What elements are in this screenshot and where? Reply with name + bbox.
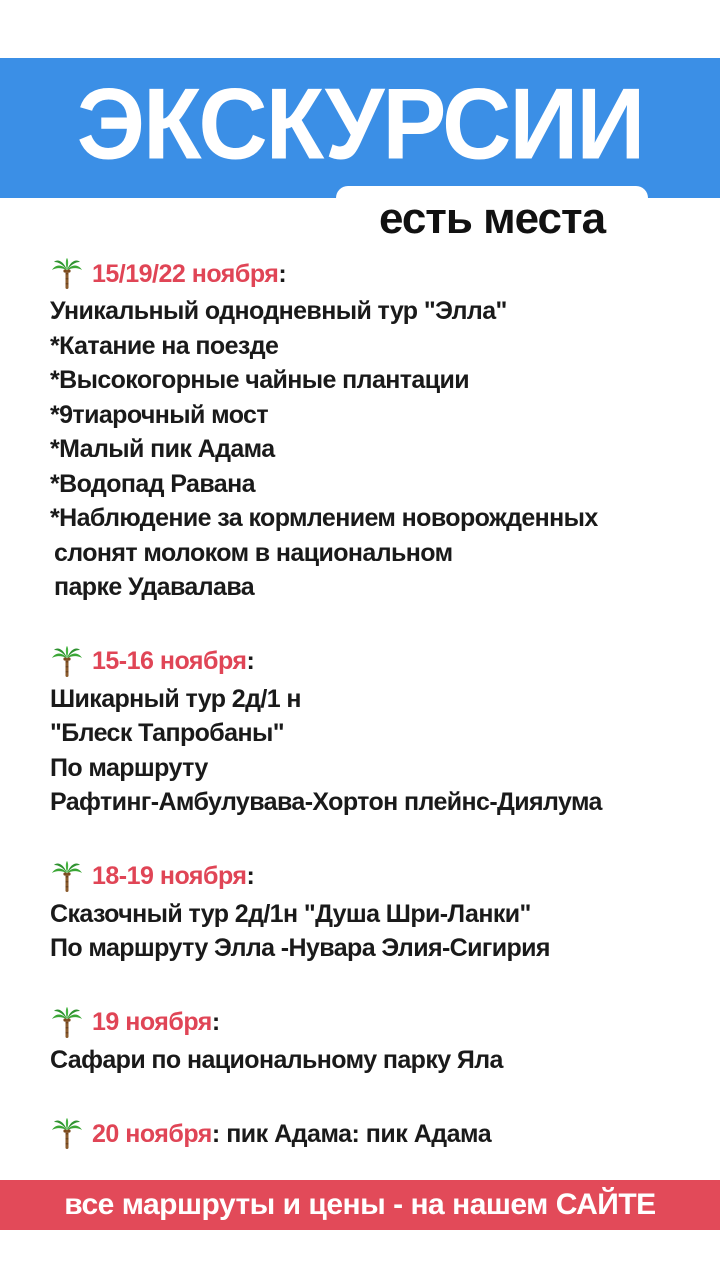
tour-item bbox=[50, 642, 710, 820]
tour-date-colon: : bbox=[211, 1119, 221, 1148]
tour-item bbox=[50, 1003, 710, 1078]
palm-tree-icon bbox=[50, 1006, 84, 1040]
tour-header bbox=[50, 1003, 710, 1043]
tour-description-line: Сафари по национальному парку Яла bbox=[50, 1045, 503, 1074]
tour-header bbox=[50, 254, 710, 294]
tour-description-line: *Наблюдение за кормлением новорожденных bbox=[50, 504, 598, 532]
tour-date: 20 ноября bbox=[92, 1119, 212, 1148]
tour-item bbox=[50, 1114, 710, 1154]
palm-tree-icon bbox=[50, 257, 84, 291]
tour-list bbox=[50, 254, 710, 1191]
tour-description-line: слонят молоком в национальном bbox=[54, 538, 453, 567]
tour-description-line: По маршруту Элла -Нувара Элия-Сигирия bbox=[50, 934, 550, 962]
tour-date: 15/19/22 ноября bbox=[92, 259, 279, 288]
tour-header bbox=[50, 857, 710, 897]
tour-inline-title: пик Адама: пик Адама bbox=[226, 1119, 492, 1148]
website-link[interactable]: все маршруты и цены - на нашем САЙТЕ bbox=[64, 1188, 656, 1221]
tour-description-line: *Малый пик Адама bbox=[50, 435, 275, 463]
tour-date: 19 ноября bbox=[92, 1008, 212, 1036]
palm-tree-icon bbox=[50, 1117, 84, 1151]
palm-tree-icon bbox=[50, 860, 84, 894]
page-title: ЭКСКУРСИИ bbox=[76, 68, 644, 181]
tour-item bbox=[50, 857, 710, 966]
tour-description-line: *Высокогорные чайные плантации bbox=[50, 366, 470, 394]
tour-description-line: *Катание на поезде bbox=[50, 331, 279, 360]
tour-description-line: *Водопад Равана bbox=[50, 469, 255, 498]
tour-date-colon: : bbox=[246, 862, 255, 890]
tour-date-colon: : bbox=[246, 647, 255, 675]
tour-description-line: "Блеск Тапробаны" bbox=[50, 719, 284, 747]
tour-header bbox=[50, 642, 710, 682]
tour-date-colon: : bbox=[278, 259, 287, 288]
tour-description-line: Уникальный однодневный тур "Элла" bbox=[50, 297, 507, 325]
tour-description-line: По маршруту bbox=[50, 753, 208, 782]
tour-description-line: парке Удавалава bbox=[54, 573, 255, 601]
tour-description-line: *9тиарочный мост bbox=[50, 400, 269, 429]
tour-description-line: Сказочный тур 2д/1н "Душа Шри-Ланки" bbox=[50, 899, 531, 928]
tour-header bbox=[50, 1114, 710, 1154]
tour-date: 15-16 ноября bbox=[92, 647, 247, 675]
tour-date: 18-19 ноября bbox=[92, 862, 247, 890]
tour-item bbox=[50, 254, 710, 605]
palm-tree-icon bbox=[50, 645, 84, 679]
tour-description-line: Рафтинг-Амбулувава-Хортон плейнс-Диялума bbox=[50, 788, 602, 816]
availability-tag: есть места bbox=[378, 194, 606, 243]
tour-date-colon: : bbox=[211, 1008, 221, 1036]
tour-description-line: Шикарный тур 2д/1 н bbox=[50, 684, 301, 713]
